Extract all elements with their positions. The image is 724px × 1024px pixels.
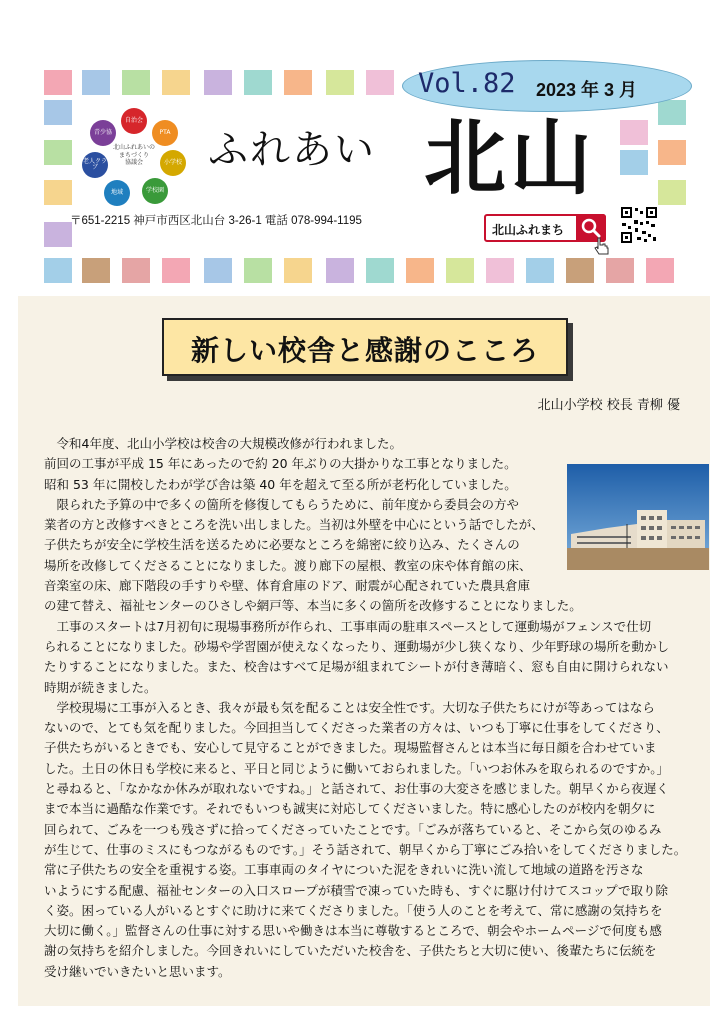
body-line: いようにする配慮、福祉センターの入口スロープが積雪で凍っていた時も、すぐに駆け付けてスコップで取り除: [44, 882, 669, 898]
color-tile: [162, 70, 190, 95]
logo-node: 学校園: [142, 178, 168, 204]
qr-code-icon: [620, 206, 658, 244]
body-line: られることになりました。砂場や学習園が使えなくなったり、運動場が少し狭くなり、少年野球の場所を動かし: [44, 638, 670, 654]
body-line: 限られた予算の中で多くの箇所を修復してもらうために、前年度から委員会の方や: [56, 496, 520, 512]
article-title-box: [162, 318, 568, 376]
color-tile: [244, 70, 272, 95]
color-tile: [326, 258, 354, 283]
issue-date: 2023 年 3 月: [536, 80, 638, 100]
body-line: まで本当に過酷な作業です。それでもいつも誠実に対応してくださいました。特に感心したのが校内を朝夕に: [44, 801, 656, 817]
body-line: 回られて、ごみを一つも残さずに拾ってくださっていたことです。「ごみが落ちていると、そこから気のゆるみ: [44, 821, 662, 837]
color-tile: [406, 258, 434, 283]
color-tile: [284, 258, 312, 283]
color-tile: [658, 140, 686, 165]
masthead-title-kana: ふれあい: [208, 127, 376, 173]
body-line: 常に子供たちの安全を重視する姿。工事車両のタイヤについた泥をきれいに洗い流して地域の道路を汚さな: [44, 862, 644, 878]
newsletter-header: [0, 0, 724, 296]
color-tile: [44, 140, 72, 165]
color-tile: [606, 258, 634, 283]
body-line: 業者の方と改修すべきところを洗い出しました。当初は外壁を中心にという話でしたが、: [44, 517, 544, 533]
color-tile: [162, 258, 190, 283]
council-logo: [82, 108, 186, 208]
pointer-hand-icon: [590, 236, 612, 258]
article-area: [18, 296, 710, 1006]
body-line: 工事のスタートは7月初旬に現場事務所が作られ、工事車両の駐車スペースとして運動場がフェンスで仕切: [56, 618, 652, 634]
logo-node: PTA: [152, 120, 178, 146]
color-tile: [620, 150, 648, 175]
body-line: く姿。困っている人がいるとすぐに助けに来てくださりました。「使う人のことを考えて、常に感謝の気持ちを: [44, 902, 663, 918]
color-tile: [446, 258, 474, 283]
article-author: 北山小学校 校長 青柳 優: [537, 398, 680, 413]
contact-address: 〒651-2215 神戸市西区北山台 3-26-1 電話 078-994-1195: [70, 215, 362, 227]
body-line: が生じて、仕事のミスにもつながるものです。」そう話されて、朝早くから丁寧にごみ拾いをしてくださりました。: [44, 841, 687, 857]
masthead-title-kanji: 北山: [424, 111, 597, 206]
color-tile: [204, 70, 232, 95]
color-tile: [326, 70, 354, 95]
logo-node: 地域: [104, 180, 130, 206]
color-tile: [658, 180, 686, 205]
color-tile: [366, 70, 394, 95]
color-tile: [526, 258, 554, 283]
body-line: と尋ねると、「なかなか休みが取れないですね。」と話されて、お仕事の大変さを感じました。朝早くから夜遅く: [44, 781, 669, 797]
color-tile: [244, 258, 272, 283]
color-tile: [44, 100, 72, 125]
color-tile: [658, 100, 686, 125]
color-tile: [82, 258, 110, 283]
article-title: 新しい校舎と感謝のこころ: [190, 334, 539, 367]
logo-node: 小学校: [160, 150, 186, 176]
body-line: 音楽室の床、廊下階段の手すりや壁、体育倉庫のドア、耐震が心配されていた農具倉庫: [44, 578, 531, 594]
body-line: 謝の気持ちを紹介しました。今回きれいにしていただいた校舎を、子供たちと大切に使い、後輩たちに伝統を: [44, 943, 657, 959]
color-tile: [566, 258, 594, 283]
color-tile: [366, 258, 394, 283]
body-line: 時期が続きました。: [44, 679, 157, 695]
color-tile: [44, 258, 72, 283]
body-line: した。土日の休日も学校に来ると、平日と同じように働いておられました。「いつお休みを取られるのですか。」: [44, 760, 670, 776]
color-tile: [486, 258, 514, 283]
logo-node: 自治会: [121, 108, 147, 134]
search-box[interactable]: [484, 214, 606, 242]
volume-number: Vol.82: [418, 68, 516, 99]
body-line: 前回の工事が平成 15 年にあったので約 20 年ぶりの大掛かりな工事となりました。: [44, 456, 517, 472]
body-line: 学校現場に工事が入るとき、我々が最も気を配ることは安全性です。大切な子供たちにけが等あってはなら: [56, 699, 655, 715]
school-building-photo: [567, 464, 709, 570]
body-line: たりすることになりました。また、校舎はすべて足場が組まれてシートが付き薄暗く、窓も自由に開けられない: [44, 659, 669, 675]
color-tile: [620, 120, 648, 145]
search-label: 北山ふれまち: [492, 223, 565, 237]
body-line: 大切に働く。」監督さんの仕事に対する思いや働きは本当に尊敬するところで、朝会やホームページで何度も感: [44, 923, 662, 939]
body-line: 令和4年度、北山小学校は校舎の大規模改修が行われました。: [56, 436, 402, 451]
logo-node: 老人クラブ: [82, 152, 108, 178]
color-tile: [284, 70, 312, 95]
color-tile: [122, 70, 150, 95]
color-tile: [44, 180, 72, 205]
logo-center-text: 北山ふれあいの まちづくり 協議会: [112, 144, 155, 166]
color-tile: [204, 258, 232, 283]
body-line: の建て替え、福祉センターのひさしや網戸等、本当に多くの箇所を改修することになりました。: [44, 598, 582, 614]
logo-node: 青少協: [90, 120, 116, 146]
color-tile: [646, 258, 674, 283]
color-tile: [122, 258, 150, 283]
body-line: 子供たちがいるときでも、安心して見守ることができました。現場監督さんとは本当に毎日顔を合わせていま: [44, 740, 657, 756]
body-line: ないので、とても気を配りました。今回担当してくださった業者の方々は、いつも丁寧に仕事をしてくださり、: [44, 720, 669, 736]
body-line: 場所を改修してくださることになりました。渡り廊下の屋根、教室の床や体育館の床、: [44, 557, 532, 573]
color-tile: [44, 222, 72, 247]
body-line: 受け継いでいきたいと思います。: [44, 963, 231, 979]
body-line: 子供たちが安全に学校生活を送るために必要なところを綿密に絞り込み、たくさんの: [44, 537, 520, 553]
color-tile: [82, 70, 110, 95]
body-line: 昭和 53 年に開校したわが学び舎は築 40 年を超えて至る所が老朽化していました。: [44, 476, 517, 492]
color-tile: [44, 70, 72, 95]
